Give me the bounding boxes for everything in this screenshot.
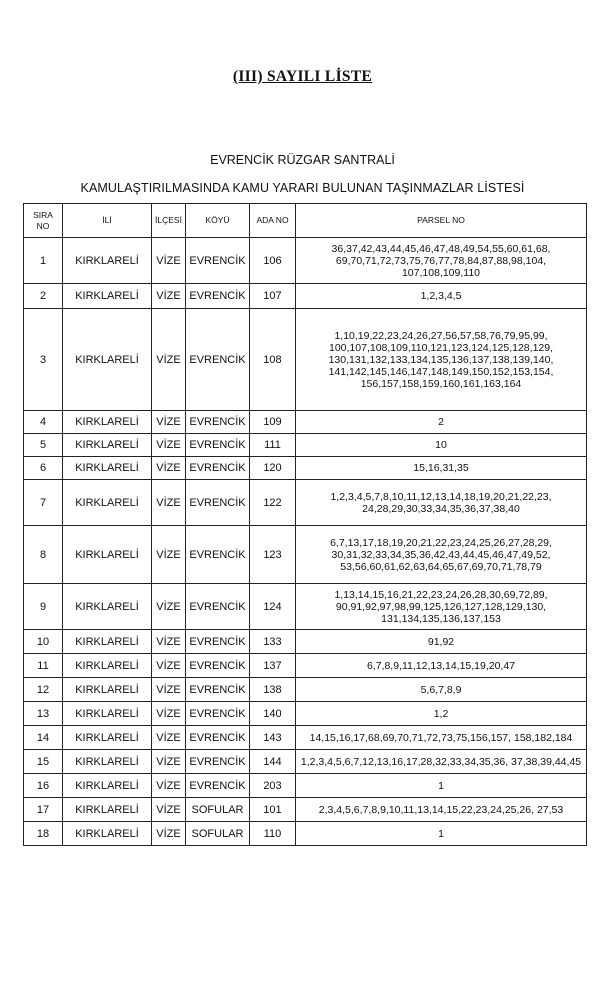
cell-parsel-no: 1,2,3,4,5,6,7,12,13,16,17,28,32,33,34,35,36, 37,38,39,44,45 [296, 750, 587, 774]
table-row [24, 702, 587, 726]
cell-sira-no: 5 [24, 434, 63, 457]
cell-koy: SOFULAR [186, 822, 250, 846]
cell-ilce: VİZE [152, 480, 186, 526]
cell-parsel-no: 2 [296, 411, 587, 434]
table-row [24, 480, 587, 526]
cell-ada-no: 108 [250, 309, 296, 411]
table-row [24, 726, 587, 750]
cell-sira-no: 12 [24, 678, 63, 702]
cell-sira-no: 7 [24, 480, 63, 526]
cell-parsel-no: 36,37,42,43,44,45,46,47,48,49,54,55,60,61,68, 69,70,71,72,73,75,76,77,78,84,87,88,98,104, 107,108,109,110 [296, 238, 587, 284]
cell-ada-no: 203 [250, 774, 296, 798]
cell-ada-no: 122 [250, 480, 296, 526]
cell-parsel-no: 1 [296, 774, 587, 798]
cell-ilce: VİZE [152, 678, 186, 702]
cell-ilce: VİZE [152, 654, 186, 678]
cell-il: KIRKLARELİ [63, 702, 152, 726]
cell-ilce: VİZE [152, 750, 186, 774]
cell-koy: EVRENCİK [186, 750, 250, 774]
list-description: KAMULAŞTIRILMASINDA KAMU YARARI BULUNAN TAŞINMAZLAR LİSTESİ [80, 181, 525, 195]
cell-il: KIRKLARELİ [63, 457, 152, 480]
cell-parsel-no: 1,2 [296, 702, 587, 726]
cell-il: KIRKLARELİ [63, 526, 152, 584]
cell-ada-no: 110 [250, 822, 296, 846]
cell-koy: EVRENCİK [186, 654, 250, 678]
cell-ilce: VİZE [152, 411, 186, 434]
cell-koy: SOFULAR [186, 798, 250, 822]
cell-ilce: VİZE [152, 702, 186, 726]
cell-il: KIRKLARELİ [63, 654, 152, 678]
table-row [24, 238, 587, 284]
cell-ilce: VİZE [152, 822, 186, 846]
cell-sira-no: 17 [24, 798, 63, 822]
header-ilce: İLÇESİ [152, 204, 186, 238]
cell-parsel-no: 1,10,19,22,23,24,26,27,56,57,58,76,79,95,99, 100,107,108,109,110,121,123,124,125,128,129, 130,131,132,133,134,135,136,137,138,139,140, 141,142,145,146,147,148,149,150,152,153,154, 156,157,158,159,160,161,163,164 [296, 309, 587, 411]
cell-sira-no: 16 [24, 774, 63, 798]
cell-ada-no: 124 [250, 584, 296, 630]
table-row [24, 750, 587, 774]
cell-il: KIRKLARELİ [63, 726, 152, 750]
cell-koy: EVRENCİK [186, 630, 250, 654]
cell-ada-no: 133 [250, 630, 296, 654]
cell-sira-no: 18 [24, 822, 63, 846]
cell-sira-no: 8 [24, 526, 63, 584]
table-row [24, 822, 587, 846]
cell-ada-no: 101 [250, 798, 296, 822]
table-row [24, 284, 587, 309]
cell-parsel-no: 1,2,3,4,5,7,8,10,11,12,13,14,18,19,20,21,22,23, 24,28,29,30,33,34,35,36,37,38,40 [296, 480, 587, 526]
cell-il: KIRKLARELİ [63, 309, 152, 411]
cell-parsel-no: 10 [296, 434, 587, 457]
cell-koy: EVRENCİK [186, 284, 250, 309]
table-row [24, 434, 587, 457]
parcel-table [23, 203, 587, 846]
cell-il: KIRKLARELİ [63, 434, 152, 457]
cell-ilce: VİZE [152, 726, 186, 750]
cell-parsel-no: 91,92 [296, 630, 587, 654]
cell-ada-no: 123 [250, 526, 296, 584]
cell-parsel-no: 14,15,16,17,68,69,70,71,72,73,75,156,157, 158,182,184 [296, 726, 587, 750]
cell-ilce: VİZE [152, 309, 186, 411]
cell-koy: EVRENCİK [186, 726, 250, 750]
cell-parsel-no: 6,7,8,9,11,12,13,14,15,19,20,47 [296, 654, 587, 678]
cell-parsel-no: 1,13,14,15,16,21,22,23,24,26,28,30,69,72,89, 90,91,92,97,98,99,125,126,127,128,129,130, 131,134,135,136,137,153 [296, 584, 587, 630]
cell-il: KIRKLARELİ [63, 480, 152, 526]
cell-parsel-no: 6,7,13,17,18,19,20,21,22,23,24,25,26,27,28,29, 30,31,32,33,34,35,36,42,43,44,45,46,47,49,52, 53,56,60,61,62,63,64,65,67,69,70,71,78,79 [296, 526, 587, 584]
cell-sira-no: 13 [24, 702, 63, 726]
cell-koy: EVRENCİK [186, 411, 250, 434]
cell-parsel-no: 15,16,31,35 [296, 457, 587, 480]
cell-ada-no: 138 [250, 678, 296, 702]
cell-ilce: VİZE [152, 798, 186, 822]
cell-il: KIRKLARELİ [63, 774, 152, 798]
cell-ada-no: 107 [250, 284, 296, 309]
cell-ada-no: 143 [250, 726, 296, 750]
cell-koy: EVRENCİK [186, 774, 250, 798]
cell-ilce: VİZE [152, 774, 186, 798]
cell-sira-no: 6 [24, 457, 63, 480]
cell-koy: EVRENCİK [186, 457, 250, 480]
cell-ada-no: 144 [250, 750, 296, 774]
cell-sira-no: 11 [24, 654, 63, 678]
cell-koy: EVRENCİK [186, 584, 250, 630]
header-koy: KÖYÜ [186, 204, 250, 238]
header-parsel-no: PARSEL NO [296, 204, 587, 238]
cell-parsel-no: 5,6,7,8,9 [296, 678, 587, 702]
cell-il: KIRKLARELİ [63, 678, 152, 702]
cell-il: KIRKLARELİ [63, 584, 152, 630]
cell-ilce: VİZE [152, 526, 186, 584]
cell-sira-no: 10 [24, 630, 63, 654]
cell-sira-no: 14 [24, 726, 63, 750]
cell-sira-no: 4 [24, 411, 63, 434]
cell-ilce: VİZE [152, 457, 186, 480]
cell-koy: EVRENCİK [186, 238, 250, 284]
cell-koy: EVRENCİK [186, 678, 250, 702]
table-row [24, 457, 587, 480]
plant-name: EVRENCİK RÜZGAR SANTRALİ [210, 153, 395, 167]
cell-ilce: VİZE [152, 284, 186, 309]
table-header-row [24, 204, 587, 238]
cell-koy: EVRENCİK [186, 434, 250, 457]
table-row [24, 798, 587, 822]
cell-il: KIRKLARELİ [63, 798, 152, 822]
cell-ilce: VİZE [152, 238, 186, 284]
cell-ada-no: 137 [250, 654, 296, 678]
header-ada-no: ADA NO [250, 204, 296, 238]
table-row [24, 678, 587, 702]
cell-ada-no: 109 [250, 411, 296, 434]
cell-ada-no: 120 [250, 457, 296, 480]
cell-ilce: VİZE [152, 630, 186, 654]
cell-ada-no: 111 [250, 434, 296, 457]
table-row [24, 774, 587, 798]
cell-sira-no: 2 [24, 284, 63, 309]
table-row [24, 309, 587, 411]
cell-il: KIRKLARELİ [63, 630, 152, 654]
cell-koy: EVRENCİK [186, 309, 250, 411]
cell-sira-no: 1 [24, 238, 63, 284]
cell-sira-no: 15 [24, 750, 63, 774]
cell-il: KIRKLARELİ [63, 284, 152, 309]
cell-koy: EVRENCİK [186, 480, 250, 526]
cell-il: KIRKLARELİ [63, 238, 152, 284]
list-title: (III) SAYILI LİSTE [232, 68, 373, 85]
cell-ada-no: 140 [250, 702, 296, 726]
cell-parsel-no: 1 [296, 822, 587, 846]
cell-sira-no: 9 [24, 584, 63, 630]
table-row [24, 654, 587, 678]
cell-il: KIRKLARELİ [63, 411, 152, 434]
cell-il: KIRKLARELİ [63, 822, 152, 846]
header-il: İLİ [63, 204, 152, 238]
table-row [24, 630, 587, 654]
cell-ilce: VİZE [152, 584, 186, 630]
cell-koy: EVRENCİK [186, 526, 250, 584]
header-sira-no: SIRA NO [24, 204, 63, 238]
cell-ada-no: 106 [250, 238, 296, 284]
table-row [24, 411, 587, 434]
cell-parsel-no: 2,3,4,5,6,7,8,9,10,11,13,14,15,22,23,24,25,26, 27,53 [296, 798, 587, 822]
table-row [24, 526, 587, 584]
cell-ilce: VİZE [152, 434, 186, 457]
table-row [24, 584, 587, 630]
cell-sira-no: 3 [24, 309, 63, 411]
cell-parsel-no: 1,2,3,4,5 [296, 284, 587, 309]
cell-koy: EVRENCİK [186, 702, 250, 726]
cell-il: KIRKLARELİ [63, 750, 152, 774]
